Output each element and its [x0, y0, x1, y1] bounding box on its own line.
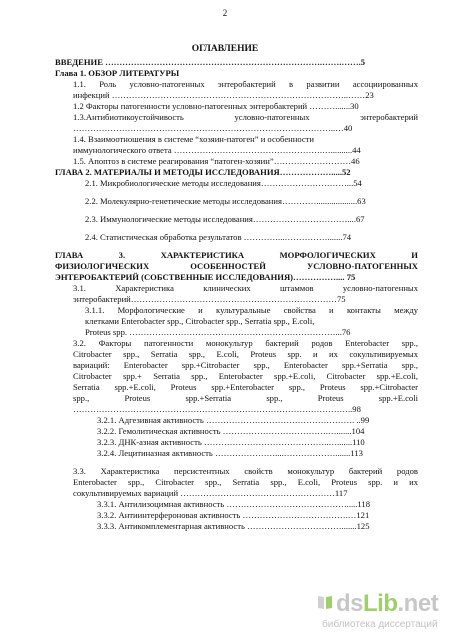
toc-line: 1.5. Апоптоз в системе реагирования “патоген-хозяин”………………………46 — [73, 156, 360, 166]
watermark-tagline: библиотека диссертаций — [322, 619, 438, 630]
toc-line: 2.3. Иммунологические методы исследования……………………………....67 — [85, 214, 365, 224]
toc-line: 3.3.1. Антилизоцимная активность …………………………………….....118 — [97, 499, 370, 509]
toc-line: 1.3.Антибиотикоустойчивость условно-патогенных энтеробактерий — [73, 112, 418, 122]
toc-line: 3.3.2. Антиинтерфероновая активность ……………………………….…121 — [97, 510, 370, 520]
toc-line: 3.3.3. Антикомплементарная активность …………………………….......125 — [97, 521, 370, 531]
toc-line: spp., Proteus spp.+Serratia spp., Proteus spp.+E.coli — [73, 393, 418, 403]
toc-line: 3.3. Характеристика персистентных свойств монокультур бактерий родов — [73, 466, 418, 476]
book-icon — [316, 593, 334, 611]
toc-line: ГЛАВА 2. МАТЕРИАЛЫ И МЕТОДЫ ИССЛЕДОВАНИЯ……………….....52 — [55, 167, 351, 177]
toc-line: инфекций ………………………………………………………………………..……23 — [73, 90, 374, 100]
table-of-contents — [55, 57, 418, 532]
page-title: ОГЛАВЛЕНИЕ — [191, 44, 259, 54]
toc-line: ……………………………………………………………………………………..98 — [73, 404, 361, 414]
toc-line: Глава 1. ОБЗОР ЛИТЕРАТУРЫ — [55, 68, 180, 78]
toc-line: Citrobacter spp., Serratia spp., E.coli, Proteus spp. и их сокультивируемых — [73, 349, 418, 359]
toc-line: 3.1.1. Морфологические и культуральные свойства и контакты между — [85, 305, 418, 315]
toc-line: 3.1. Характеристика клинических штаммов условно-патогенных — [73, 283, 418, 293]
toc-line: 1.1. Роль условно-патогенных энтеробактерий в развитии ассоциированных — [73, 79, 418, 89]
toc-line: Proteus spp. ………………………………………………………………...76 — [85, 327, 351, 337]
toc-line: Citrobacter spp.+ Serratia spp., Enterobacter spp.+E.coli, Citrobacter spp.+E.coli, — [73, 371, 418, 381]
toc-line: 2.2. Молекулярно-генетические методы исследования…………...................63 — [85, 196, 366, 206]
toc-line: 3.2.1. Адгезивная активность ……………………………………………. ..99 — [97, 415, 370, 425]
toc-line: ВВЕДЕНИЕ ………………………………………………………………….…….…….5 — [55, 57, 366, 67]
toc-line: ФИЗИОЛОГИЧЕСКИХ ОСОБЕННОСТЕЙ УСЛОВНО-ПАТОГЕННЫХ — [55, 261, 418, 271]
toc-line: 3.2.3. ДНК-азная активность ……………………………………..….......110 — [97, 437, 365, 447]
toc-line: энтеробактерий………………………………………………………………75 — [73, 294, 346, 304]
toc-line: 3.2. Факторы патогенности монокультур бактерий родов Enterobacter spp., — [73, 338, 418, 348]
toc-line: 1.4. Взаимоотношения в системе “хозяин-патоген” и особенности — [73, 134, 315, 144]
watermark-brand: dsLib.net — [336, 590, 439, 617]
page-number: 2 — [222, 8, 228, 18]
toc-line: Serratia spp.+E.coli, Proteus spp.+Enterobacter spp., Proteus spp.+Citrobacter — [73, 382, 418, 392]
toc-line: ЭНТЕРОБАКТЕРИЙ (СОБСТВЕННЫЕ ИССЛЕДОВАНИЯ)…………….... 75 — [55, 272, 356, 282]
toc-line: 1.2 Факторы патогенности условно-патогенных энтеробактерий ……….......30 — [73, 101, 359, 111]
toc-line: клетками Enterobacter spp., Citrobacter spp., Serratia spp., E.coli, — [85, 316, 315, 326]
toc-line: ГЛАВА 3. ХАРАКТЕРИСТИКА МОРФОЛОГИЧЕСКИХ И — [55, 250, 418, 260]
toc-line: ………………………………………………………………………………..…40 — [73, 123, 353, 133]
toc-line: 2.4. Статистическая обработка результатов …………...…………….......74 — [85, 232, 352, 242]
dslib-watermark — [316, 590, 442, 634]
toc-line: вариаций: Enterobacter spp.+Citrobacter spp., Enterobacter spp.+Serratia spp., — [73, 360, 418, 370]
toc-line: 3.2.2. Гемолитическая активность ……………………………….….......104 — [97, 426, 365, 436]
toc-line: 3.2.4. Лецитиназная активность …………………....……………….......113 — [97, 448, 363, 458]
toc-line: иммунологического ответа …………………………………………….…..........44 — [73, 145, 361, 155]
toc-line: Enterobacter spp., Citrobacter spp., Serratia spp., E.coli, Proteus spp. и их — [73, 477, 418, 487]
toc-line: сокультивируемых вариаций ………………………………………………117 — [73, 488, 348, 498]
toc-line: 2.1. Микробиологические методы исследования…………………………...54 — [85, 178, 362, 188]
